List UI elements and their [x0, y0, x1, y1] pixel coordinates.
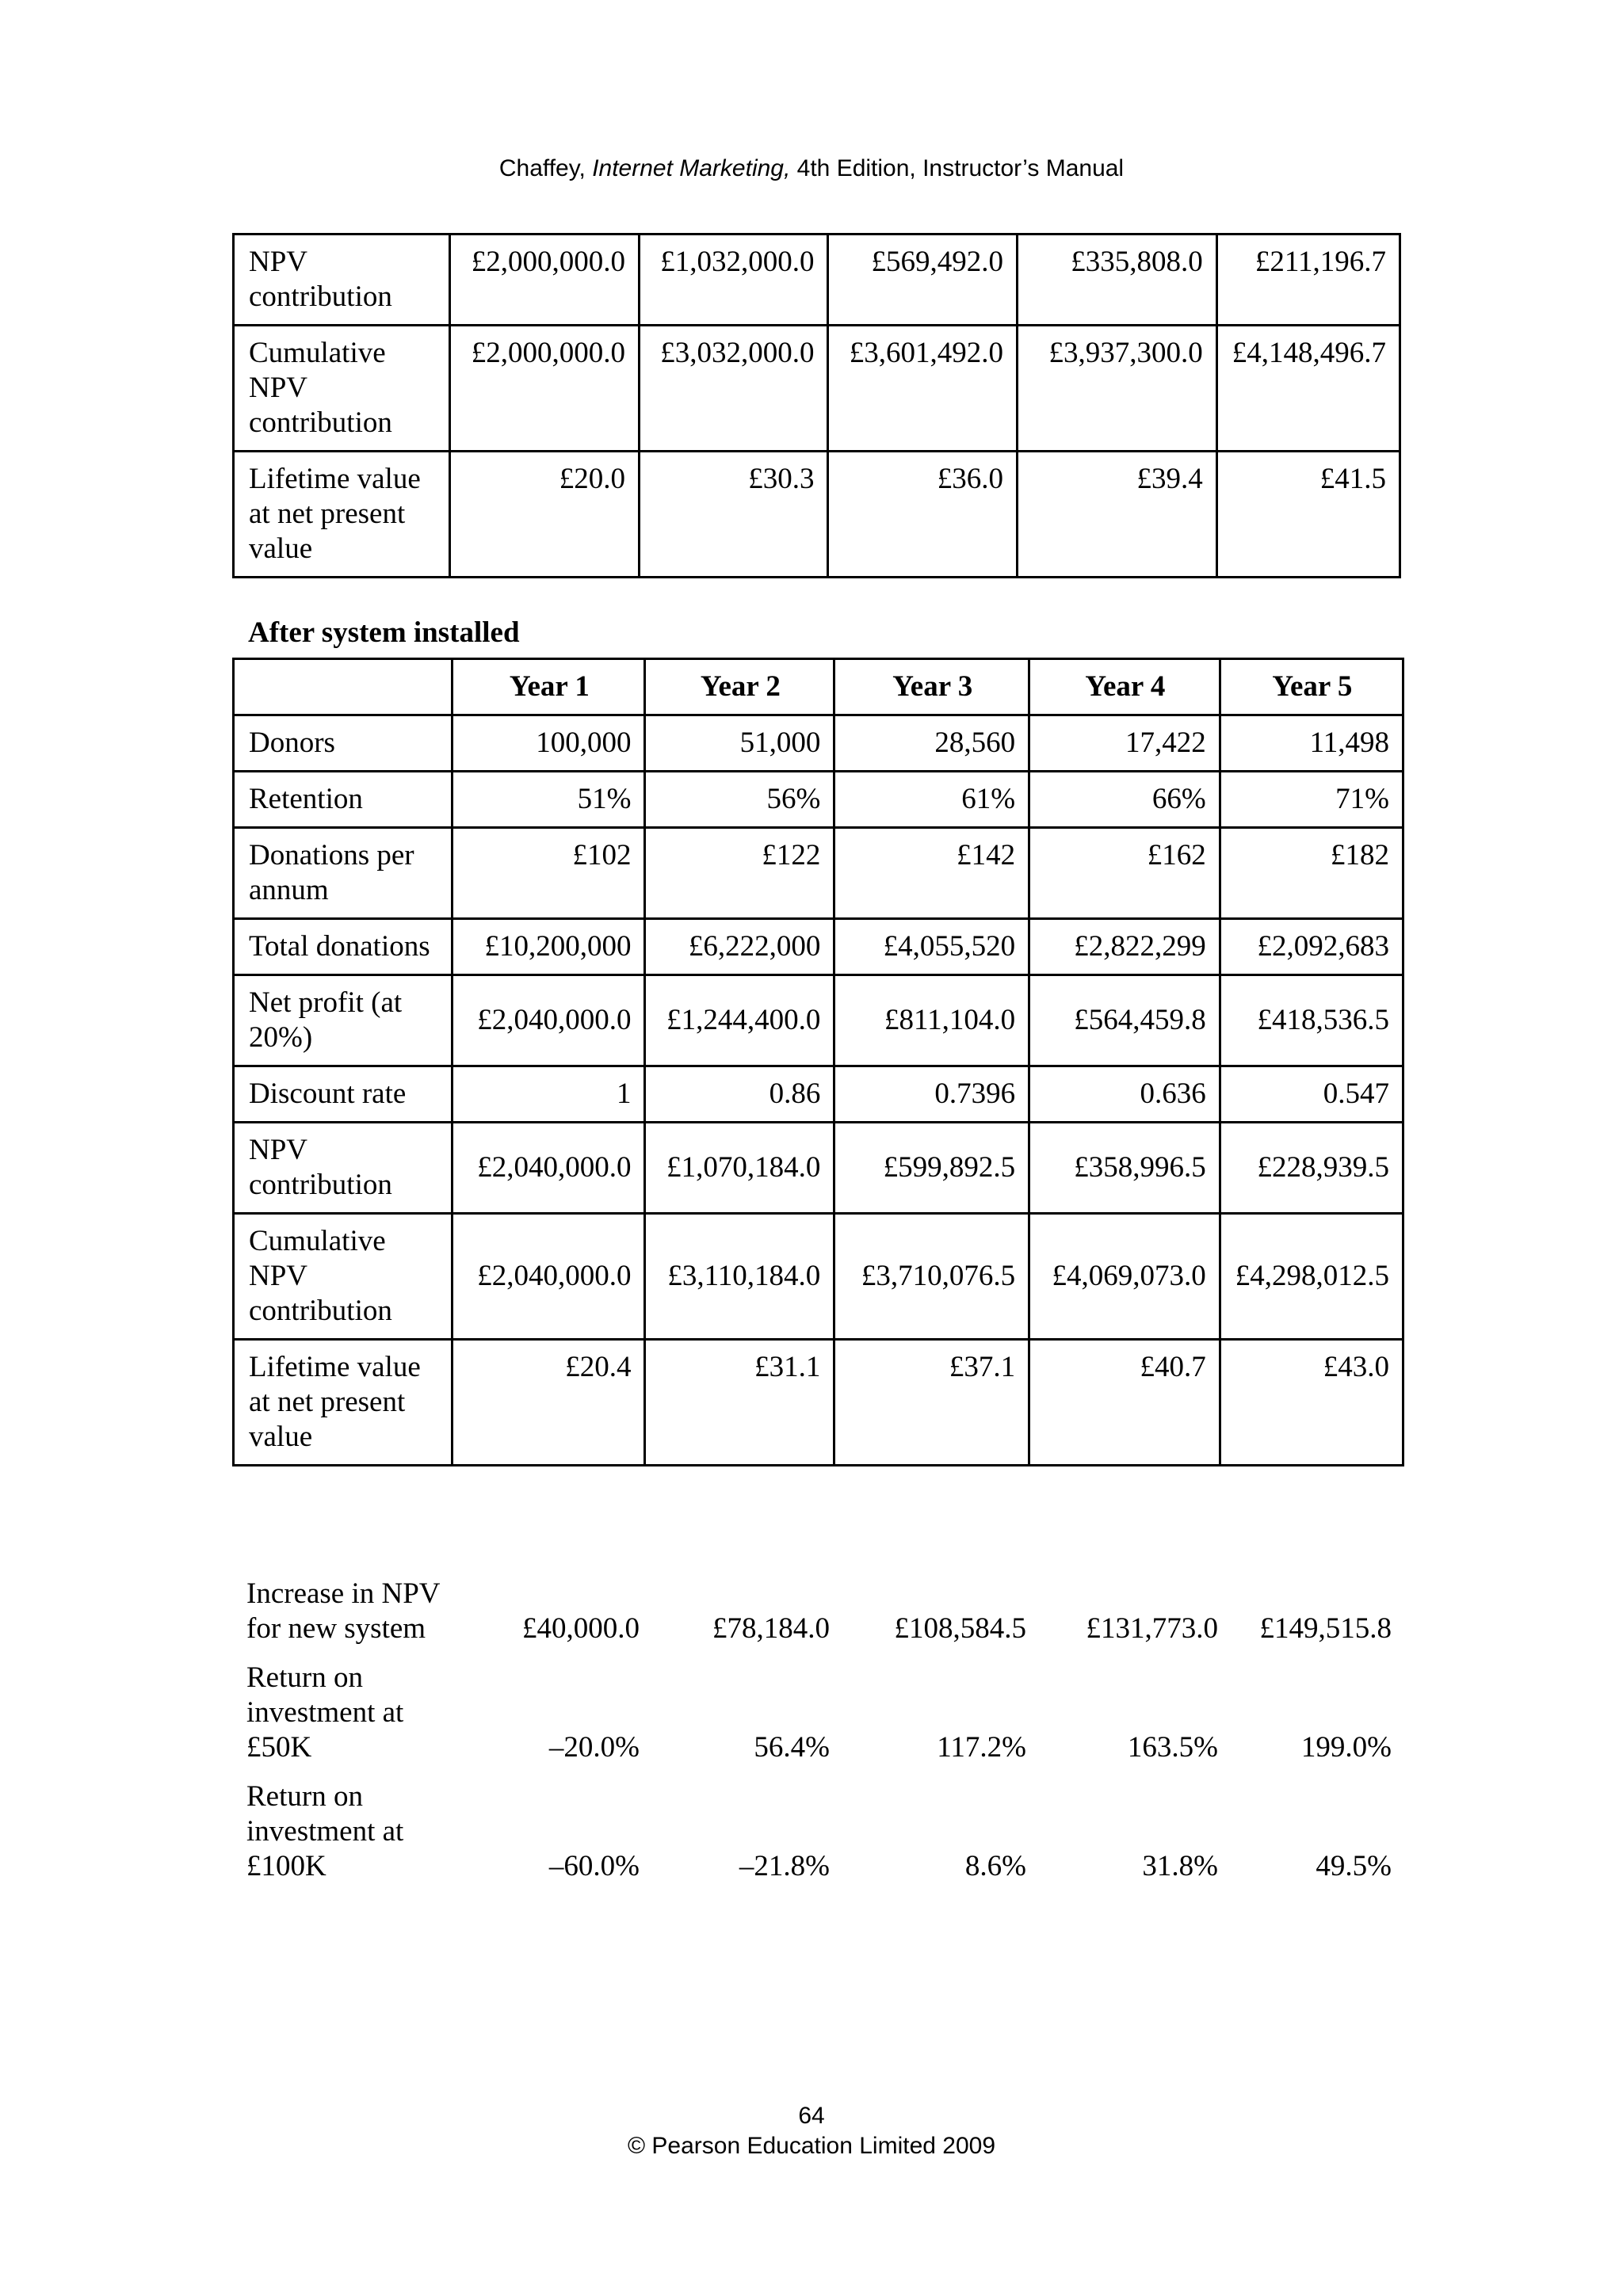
- table-cell: 31.8%: [1142, 1850, 1218, 1882]
- table-cell: £2,040,000.0: [453, 1123, 645, 1214]
- section-title: After system installed: [248, 616, 520, 649]
- table-cell: £4,148,496.7: [1216, 326, 1400, 452]
- table-cell: 1: [453, 1066, 645, 1123]
- table-row: [232, 1577, 1404, 1661]
- row-label: Increase in NPV for new system: [246, 1577, 440, 1645]
- table-cell: £78,184.0: [712, 1612, 830, 1645]
- table-cell: £20.0: [450, 452, 640, 578]
- row-label: NPV contribution: [234, 235, 450, 326]
- table-cell: £131,773.0: [1086, 1612, 1218, 1645]
- table-row: [234, 326, 1400, 452]
- table-cell: £1,070,184.0: [645, 1123, 834, 1214]
- table-cell: £418,536.5: [1220, 975, 1403, 1066]
- table-cell: £564,459.8: [1029, 975, 1220, 1066]
- column-header: [234, 659, 453, 715]
- table-cell: £40.7: [1029, 1340, 1220, 1466]
- table-header-row: [234, 659, 1403, 715]
- table-cell: 61%: [834, 772, 1029, 828]
- table-cell: 51%: [453, 772, 645, 828]
- header-author: Chaffey,: [498, 155, 586, 181]
- row-label: Return on investment at £50K: [246, 1661, 404, 1764]
- table-cell: 11,498: [1220, 715, 1403, 772]
- table-cell: £31.1: [645, 1340, 834, 1466]
- column-header: Year 3: [834, 659, 1029, 715]
- table-cell: £335,808.0: [1017, 235, 1216, 326]
- table-cell: £149,515.8: [1259, 1612, 1392, 1645]
- row-label: Return on investment at £100K: [246, 1780, 404, 1882]
- table-cell: £569,492.0: [828, 235, 1018, 326]
- copyright-notice: © Pearson Education Limited 2009: [627, 2133, 996, 2159]
- table-cell: 8.6%: [964, 1850, 1026, 1882]
- table-row: [234, 452, 1400, 578]
- table-cell: £3,032,000.0: [639, 326, 828, 452]
- table-cell: £3,110,184.0: [645, 1214, 834, 1340]
- table-cell: £2,822,299: [1029, 919, 1220, 975]
- table-cell: –60.0%: [548, 1850, 640, 1882]
- row-label: Cumulative NPV contribution: [234, 1214, 453, 1340]
- row-label: NPV contribution: [234, 1123, 453, 1214]
- table-cell: 66%: [1029, 772, 1220, 828]
- table-row: [234, 919, 1403, 975]
- page-header: [0, 155, 1623, 182]
- table-cell: £3,710,076.5: [834, 1214, 1029, 1340]
- table-cell: £811,104.0: [834, 975, 1029, 1066]
- table-row: [234, 1340, 1403, 1466]
- table-row: [234, 1214, 1403, 1340]
- table-cell: £1,032,000.0: [639, 235, 828, 326]
- table-cell: –21.8%: [739, 1850, 830, 1882]
- table-cell: –20.0%: [548, 1731, 640, 1764]
- table-cell: £2,000,000.0: [450, 235, 640, 326]
- table-row: [234, 975, 1403, 1066]
- table-cell: £4,055,520: [834, 919, 1029, 975]
- header-book-title: Internet Marketing,: [592, 155, 791, 181]
- table-cell: £122: [645, 828, 834, 919]
- header-edition: 4th Edition, Instructor’s Manual: [796, 155, 1125, 181]
- table-cell: £228,939.5: [1220, 1123, 1403, 1214]
- table-row: [232, 1779, 1404, 1898]
- summary-table: [232, 1577, 1404, 1898]
- before-system-table-continued: [232, 233, 1401, 578]
- table-cell: £2,040,000.0: [453, 1214, 645, 1340]
- row-label: Discount rate: [234, 1066, 453, 1123]
- table-cell: 56.4%: [754, 1731, 830, 1764]
- row-label: Net profit (at 20%): [234, 975, 453, 1066]
- table-cell: £41.5: [1216, 452, 1400, 578]
- table-cell: £2,092,683: [1220, 919, 1403, 975]
- table-cell: £2,040,000.0: [453, 975, 645, 1066]
- table-row: [234, 1123, 1403, 1214]
- table-cell: £3,601,492.0: [828, 326, 1018, 452]
- after-system-table: [232, 658, 1404, 1466]
- table-cell: 100,000: [453, 715, 645, 772]
- table-cell: 49.5%: [1316, 1850, 1392, 1882]
- table-row: [234, 828, 1403, 919]
- table-cell: £30.3: [639, 452, 828, 578]
- table-row: [234, 235, 1400, 326]
- table-cell: 199.0%: [1300, 1731, 1392, 1764]
- table-cell: £36.0: [828, 452, 1018, 578]
- row-label: Cumulative NPV contribution: [234, 326, 450, 452]
- table-cell: £4,298,012.5: [1220, 1214, 1403, 1340]
- row-label: Donors: [234, 715, 453, 772]
- row-label: Total donations: [234, 919, 453, 975]
- table-cell: £1,244,400.0: [645, 975, 834, 1066]
- table-cell: £358,996.5: [1029, 1123, 1220, 1214]
- table-cell: 28,560: [834, 715, 1029, 772]
- table-cell: 17,422: [1029, 715, 1220, 772]
- table-cell: 0.86: [645, 1066, 834, 1123]
- table-cell: £599,892.5: [834, 1123, 1029, 1214]
- table-cell: £102: [453, 828, 645, 919]
- table-cell: £182: [1220, 828, 1403, 919]
- page-number: 64: [798, 2103, 825, 2129]
- table-cell: 0.547: [1220, 1066, 1403, 1123]
- table-cell: 56%: [645, 772, 834, 828]
- table-cell: £39.4: [1017, 452, 1216, 578]
- table-cell: 117.2%: [937, 1731, 1026, 1764]
- column-header: Year 2: [645, 659, 834, 715]
- table-row: [234, 772, 1403, 828]
- table-cell: £142: [834, 828, 1029, 919]
- table-cell: 163.5%: [1127, 1731, 1218, 1764]
- row-label: Retention: [234, 772, 453, 828]
- table-row: [234, 715, 1403, 772]
- row-label: Lifetime value at net present value: [234, 452, 450, 578]
- table-cell: £211,196.7: [1216, 235, 1400, 326]
- table-cell: £108,584.5: [894, 1612, 1026, 1645]
- row-label: Lifetime value at net present value: [234, 1340, 453, 1466]
- table-cell: £4,069,073.0: [1029, 1214, 1220, 1340]
- table-cell: £40,000.0: [522, 1612, 640, 1645]
- table-cell: £10,200,000: [453, 919, 645, 975]
- table-cell: £162: [1029, 828, 1220, 919]
- table-cell: 71%: [1220, 772, 1403, 828]
- table-cell: £6,222,000: [645, 919, 834, 975]
- column-header: Year 5: [1220, 659, 1403, 715]
- table-cell: £2,000,000.0: [450, 326, 640, 452]
- column-header: Year 4: [1029, 659, 1220, 715]
- row-label: Donations per annum: [234, 828, 453, 919]
- table-row: [232, 1661, 1404, 1779]
- table-row: [234, 1066, 1403, 1123]
- table-cell: £37.1: [834, 1340, 1029, 1466]
- column-header: Year 1: [453, 659, 645, 715]
- table-cell: 51,000: [645, 715, 834, 772]
- table-cell: £3,937,300.0: [1017, 326, 1216, 452]
- table-cell: 0.636: [1029, 1066, 1220, 1123]
- table-cell: £20.4: [453, 1340, 645, 1466]
- table-cell: 0.7396: [834, 1066, 1029, 1123]
- table-cell: £43.0: [1220, 1340, 1403, 1466]
- page-footer: [0, 2101, 1623, 2161]
